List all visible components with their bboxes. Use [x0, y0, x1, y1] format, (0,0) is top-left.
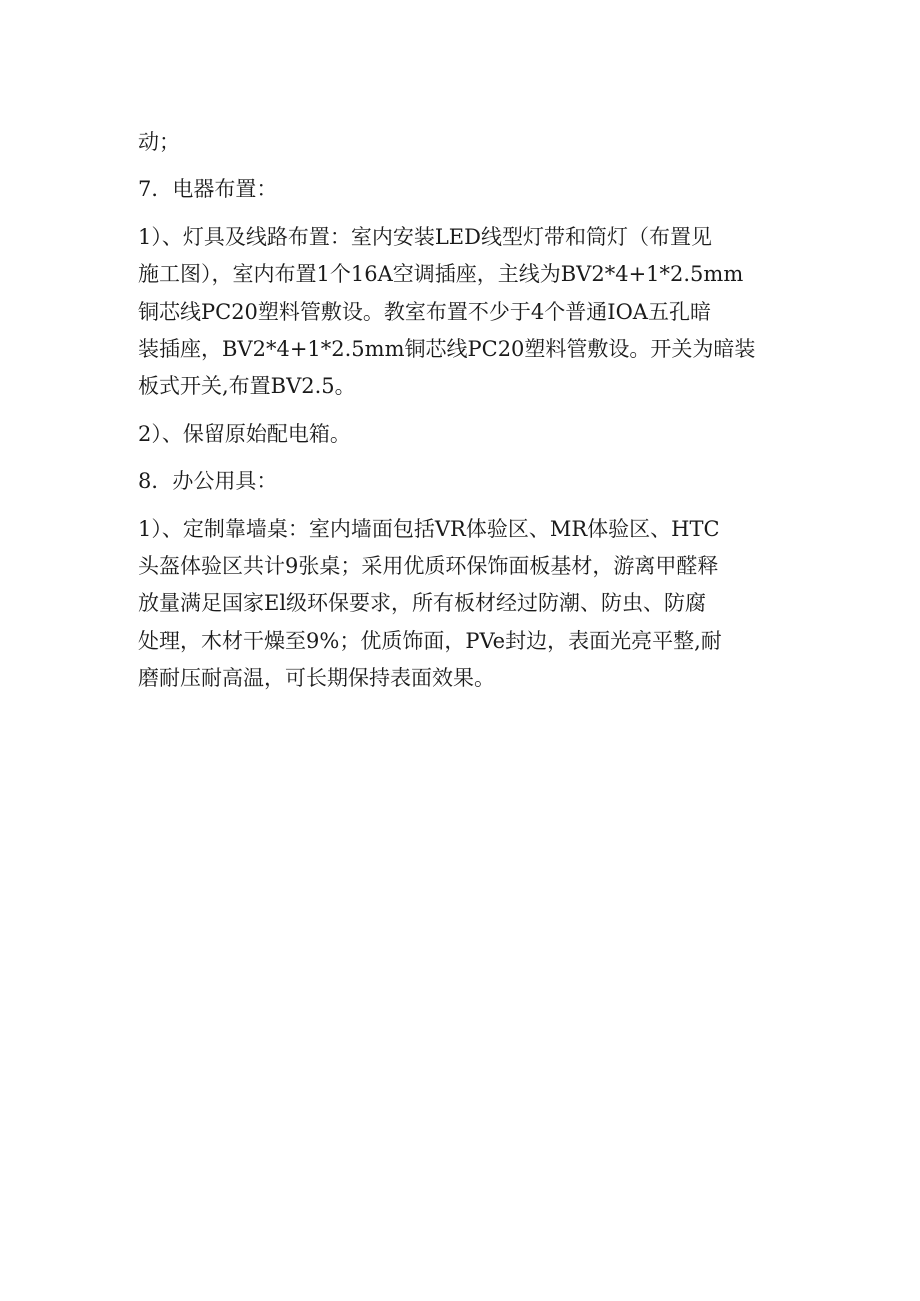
text-line: 磨耐压耐高温，可长期保持表面效果。: [138, 666, 495, 691]
text-line: 1）、灯具及线路布置：室内安装LED线型灯带和筒灯（布置见: [138, 224, 712, 249]
text-line: 处理，木材干燥至9%；优质饰面，PVe封边，表面光亮平整,耐: [138, 628, 722, 653]
heading-line: 8．办公用具：: [138, 469, 278, 494]
paragraph-continuation: [138, 124, 786, 161]
text-line: 2）、保留原始配电箱。: [138, 421, 351, 446]
section-heading-electrical: [138, 171, 786, 208]
text-line: 铜芯线PC20塑料管敷设。教室布置不少于4个普通IOA五孔暗: [138, 299, 711, 324]
text-line: 板式开关,布置BV2.5。: [138, 374, 356, 399]
text-line: 动；: [138, 130, 180, 154]
text-line: 头盔体验区共计9张桌；采用优质环保饰面板基材，游离甲醛释: [138, 554, 719, 579]
paragraph-distribution-box: [138, 416, 786, 453]
text-line: 放量满足国家El级环保要求，所有板材经过防潮、防虫、防腐: [138, 591, 707, 616]
heading-line: 7．电器布置：: [138, 177, 278, 202]
paragraph-custom-desk: [138, 511, 786, 698]
document-body: [138, 124, 786, 698]
text-line: 施工图），室内布置1个16A空调插座，主线为BV2*4+1*2.5mm: [138, 262, 744, 287]
section-heading-office-furniture: [138, 463, 786, 500]
text-line: 1）、定制靠墙桌：室内墙面包括VR体验区、MR体验区、HTC: [138, 516, 720, 541]
text-line: 装插座，BV2*4+1*2.5mm铜芯线PC20塑料管敷设。开关为暗装: [138, 337, 756, 362]
paragraph-lighting-wiring: [138, 219, 786, 406]
